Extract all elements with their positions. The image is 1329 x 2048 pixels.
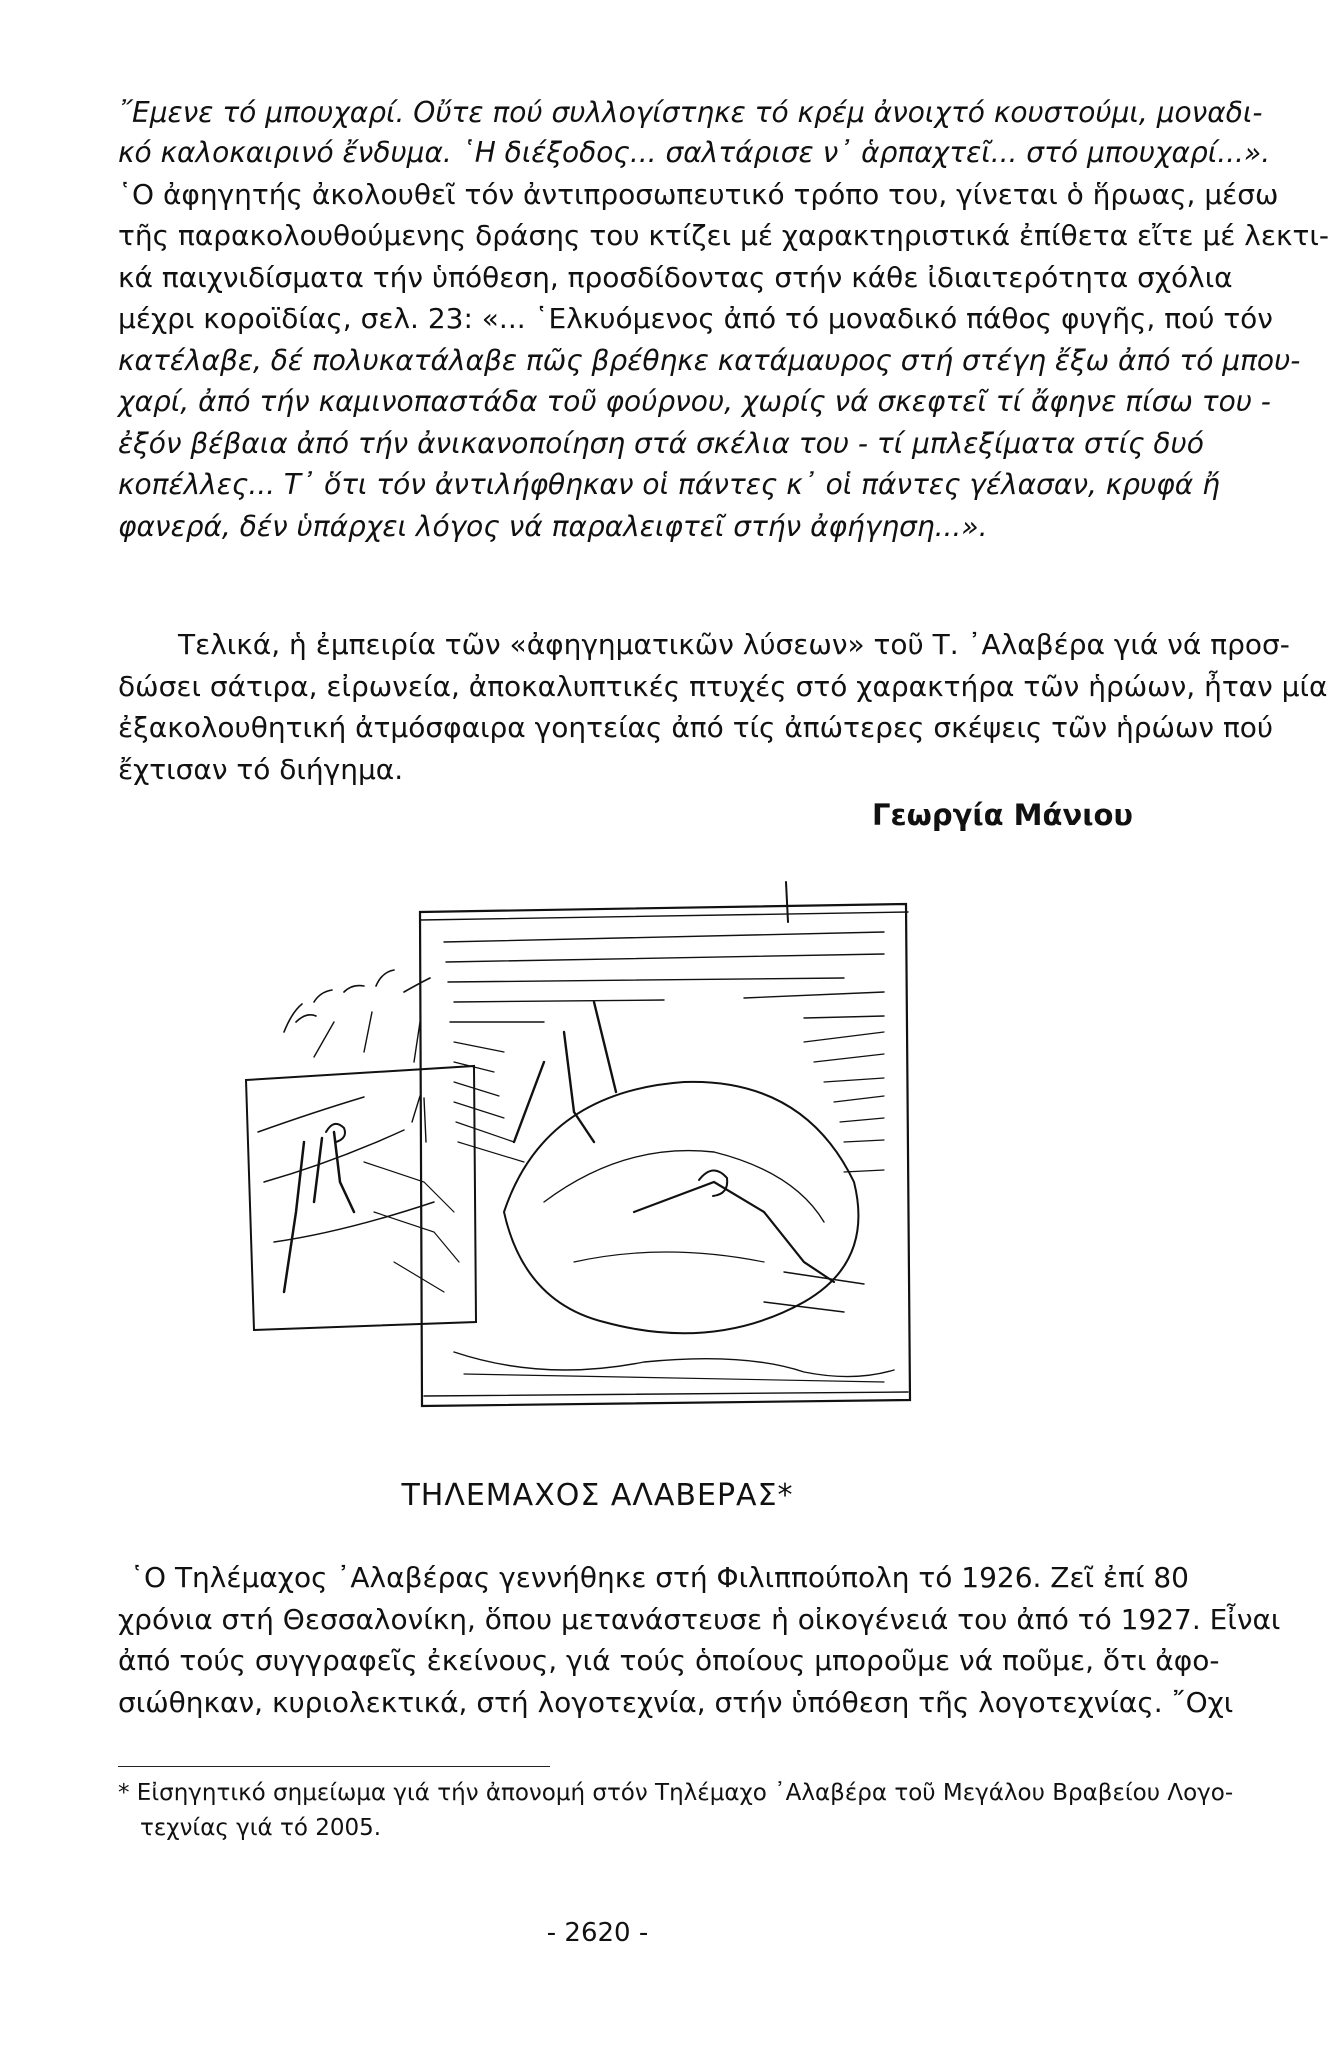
text-line: μέχρι κοροϊδίας, σελ. 23: «... ῾Ελκυόμενος ἀπό τό μοναδικό πάθος φυγῆς, πού τόν xyxy=(118,302,1273,335)
text-line: κά παιχνιδίσματα τήν ὑπόθεση, προσδίδοντας στήν κάθε ἰδιαιτερότητα σχόλια xyxy=(118,261,1233,294)
footnote-line: τεχνίας γιά τό 2005. xyxy=(140,1815,382,1841)
text-line: ἐξακολουθητική ἀτμόσφαιρα γοητείας ἀπό τίς ἀπώτερες σκέψεις τῶν ἡρώων πού xyxy=(118,711,1274,744)
page-number: - 2620 - xyxy=(546,1918,649,1948)
author-signature: Γεωργία Μάνιου xyxy=(872,798,1133,832)
text-line: ῾Ο ἀφηγητής ἀκολουθεῖ τόν ἀντιπροσωπευτικό τρόπο του, γίνεται ὁ ἥρωας, μέσω xyxy=(118,178,1279,211)
text-line: ῾Ο Τηλέμαχος ᾿Αλαβέρας γεννήθηκε στή Φιλιππούπολη τό 1926. Ζεῖ ἐπί 80 xyxy=(130,1561,1189,1594)
section-title: ΤΗΛΕΜΑΧΟΣ ΑΛΑΒΕΡΑΣ* xyxy=(401,1478,794,1513)
text-line: κό καλοκαιρινό ἔνδυμα. ῾Η διέξοδος... σαλτάρισε ν᾿ ἁρπαχτεῖ... στό μπουχαρί...». xyxy=(118,136,1271,169)
text-line: δώσει σάτιρα, εἰρωνεία, ἀποκαλυπτικές πτυχές στό χαρακτήρα τῶν ἡρώων, ἦταν μία xyxy=(118,670,1328,703)
text-line: κοπέλλες... Τ᾿ ὅτι τόν ἀντιλήφθηκαν οἱ πάντες κ᾿ οἱ πάντες γέλασαν, κρυφά ἤ xyxy=(118,468,1220,501)
footnote-rule xyxy=(118,1766,550,1767)
footnote-line: * Εἰσηγητικό σημείωμα γιά τήν ἀπονομή στόν Τηλέμαχο ᾿Αλαβέρα τοῦ Μεγάλου Βραβείου Λογο- xyxy=(118,1780,1234,1806)
sketch-illustration xyxy=(244,882,1166,1422)
text-line: χαρί, ἀπό τήν καμινοπαστάδα τοῦ φούρνου, χωρίς νά σκεφτεῖ τί ἄφηνε πίσω του - xyxy=(118,385,1271,418)
text-line: χρόνια στή Θεσσαλονίκη, ὅπου μετανάστευσε ἡ οἰκογένειά του ἀπό τό 1927. Εἶναι xyxy=(118,1603,1281,1636)
text-line: Τελικά, ἡ ἐμπειρία τῶν «ἀφηγηματικῶν λύσεων» τοῦ Τ. ᾿Αλαβέρα γιά νά προσ- xyxy=(178,628,1290,661)
text-line: ῎Εμενε τό μπουχαρί. Οὔτε πού συλλογίστηκε τό κρέμ ἀνοιχτό κουστούμι, μοναδι- xyxy=(118,96,1263,129)
text-line: φανερά, δέν ὑπάρχει λόγος νά παραλειφτεῖ στήν ἀφήγηση...». xyxy=(118,510,988,543)
text-line: ἀπό τούς συγγραφεῖς ἐκείνους, γιά τούς ὁποίους μποροῦμε νά ποῦμε, ὅτι ἀφο- xyxy=(118,1644,1220,1677)
text-line: κατέλαβε, δέ πολυκατάλαβε πῶς βρέθηκε κατάμαυρος στή στέγη ἔξω ἀπό τό μπου- xyxy=(118,344,1301,377)
text-line: τῆς παρακολουθούμενης δράσης του κτίζει μέ χαρακτηριστικά ἐπίθετα εἴτε μέ λεκτι- xyxy=(118,219,1329,252)
text-line: ἔχτισαν τό διήγημα. xyxy=(118,753,404,786)
text-line: σιώθηκαν, κυριολεκτικά, στή λογοτεχνία, στήν ὑπόθεση τῆς λογοτεχνίας. ῎Οχι xyxy=(118,1686,1234,1719)
text-line: ἐξόν βέβαια ἀπό τήν ἀνικανοποίηση στά σκέλια του - τί μπλεξίματα στίς δυό xyxy=(118,427,1204,460)
